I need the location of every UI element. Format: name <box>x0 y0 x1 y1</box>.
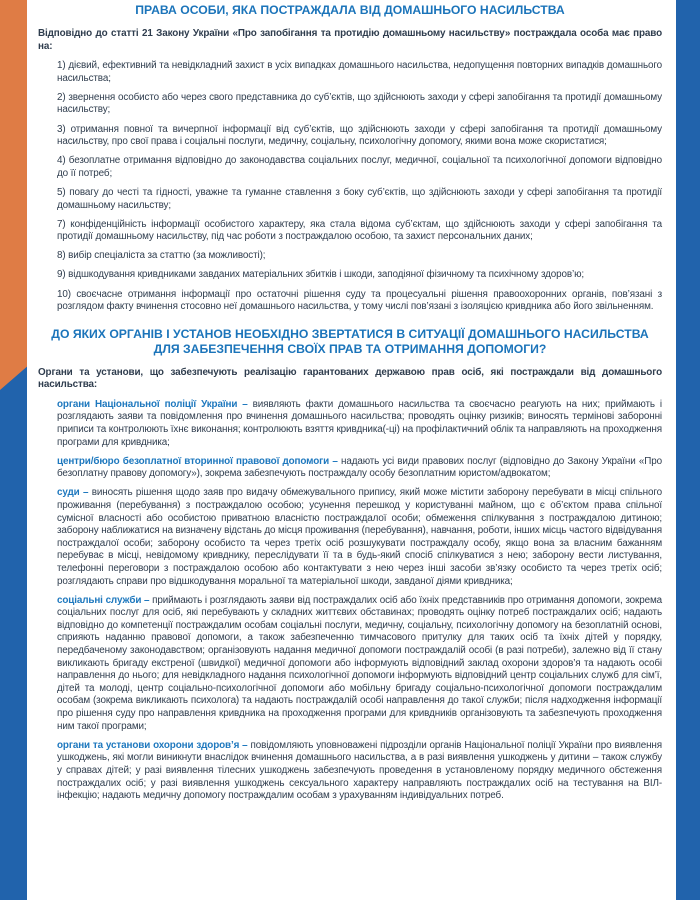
org-body-social-services: приймають і розглядають заяви від постраждалих осіб або їхніх представників про отримання допомоги, зокрема соціальних послуг для осіб, які перебувають у складних життєвих обставинах; проводять оцінку потреб постраждалих осіб; надають відповідно до компетенції постраждалим особам соціальні послуги, медичну, соціальну, психологічну допомогу на безоплатній основі, сприяють наданню правової допомоги, а також забезпеченню тимчасового притулку для таких осіб та їхніх дітей у порядку, передбаченому законодавством; організовують надання медичної допомоги постраждалій особі (в разі потреби), залежно від її стану викликають бригаду екстреної (швидкої) медичної допомоги або інформують відповідний заклад охорони здоров’я та надають особі направлення до нього; для невідкладного надання психологічної допомоги інформують відповідний центр соціальних служб для сім’ї, дітей та молоді, центр соціально-психологічної допомоги або мобільну бригаду соціально-психологічної допомоги постраждалим особам (зокрема викликають психолога) та надають постраждалій особі направлення до такої служби; після надходження інформації про рішення суду про направлення кривдника на проходження програми для кривдників організовують та забезпечують проходження ним такої програми; <box>57 594 662 732</box>
org-body-courts: виносять рішення щодо заяв про видачу обмежувального припису, який може містити заборону перебувати в місці спільного проживання (перебування) з постраждалою особою; усунення перешкод у користуванні майном, що є об’єктом права спільної сумісної власності або особистою приватною власністю постраждалої особи; обмеження спілкування з постраждалою дитиною; заборону наближатися на визначену відстань до місця проживання (перебування), навчання, роботи, інших місць частого відвідування постраждалої особи; заборону особисто та через третіх осіб розшукувати постраждалу особу, якщо вона за власним бажанням перебуває в місці, невідомому кривднику, переслідувати її та в будь-який спосіб спілкуватися з нею; заборону вести листування, телефонні переговори з постраждалою особою або контактувати з нею через інші засоби зв’язку особисто та через третіх осіб; розглядають справи про відшкодування моральної та матеріальної шкоди, завданої діями кривдника; <box>57 487 663 587</box>
org-body-legal-aid: надають усі види правових послуг (відповідно до Закону України «Про безоплатну правову допомогу»), зокрема забезпечують постраждалу особу безоплатним юристом/адвокатом; <box>57 455 663 480</box>
left-accent-orange-segment <box>0 0 27 390</box>
org-label-healthcare: органи та установи охорони здоров’я – <box>57 739 248 751</box>
right-accent-bar <box>676 0 700 900</box>
rights-item-7: 7) конфіденційність інформації особистого характеру, яка стала відома суб’єктам, що здійснюють заходи у сфері запобігання та протидії домашньому насильству, під час роботи з постраждалою особою, та захист персональних даних; <box>57 218 662 243</box>
org-item-legal-aid <box>57 456 662 481</box>
rights-item-4: 4) безоплатне отримання відповідно до законодавства соціальних послуг, медичної, соціальної та психологічної допомоги відповідно до її потреб; <box>57 155 662 179</box>
org-item-healthcare <box>57 740 662 803</box>
org-item-police <box>57 399 662 449</box>
org-label-courts: суди – <box>57 487 89 499</box>
rights-item-1: 1) дієвий, ефективний та невідкладний захист в усіх випадках домашнього насильства, недопущення повторних випадків домашнього насильства; <box>57 60 662 84</box>
org-label-police: органи Національної поліції України – <box>57 398 248 410</box>
rights-item-9: 9) відшкодування кривдниками завданих матеріальних збитків і шкоди, заподіяної фізичному та психічному здоров’ю; <box>57 269 585 281</box>
org-label-legal-aid: центри/бюро безоплатної вторинної правової допомоги – <box>57 455 338 467</box>
org-item-courts <box>57 487 662 588</box>
rights-item-5: 5) повагу до честі та гідності, уважне та гуманне ставлення з боку суб’єктів, що здійснюють заходи у сфері запобігання та протидії домашньому насильству; <box>57 186 662 211</box>
left-accent-bar <box>0 0 27 900</box>
org-body-police: виявляють факти домашнього насильства та своєчасно реагують на них; приймають і розглядають заяви та повідомлення про вчинення домашнього насильства; проводять оцінку ризиків; виносять термінові заборонні приписи та контролюють їхнє виконання; контролюють взяття кривдника(-ці) на профілактичний облік та направляють на проходження програми для кривдника; <box>57 398 662 448</box>
rights-item-3: 3) отримання повної та вичерпної інформації від суб’єктів, що здійснюють заходи у сфері запобігання та протидії домашньому насильству, про свої права і соціальні послуги, медичну, соціальну, психологічну допомогу, якими вона може скористатися; <box>57 123 662 148</box>
section2-intro: Органи та установи, що забезпечують реалізацію гарантованих державою прав осіб, які постраждали від домашнього насильства: <box>38 366 662 391</box>
section1-title: ПРАВА ОСОБИ, ЯКА ПОСТРАЖДАЛА ВІД ДОМАШНЬОГО НАСИЛЬСТВА <box>135 3 565 17</box>
document-content <box>38 3 662 809</box>
org-item-social-services <box>57 595 662 734</box>
section1-intro: Відповідно до статті 21 Закону України «Про запобігання та протидію домашньому насильству» постраждала особа має право на: <box>38 28 662 52</box>
section2-title: ДО ЯКИХ ОРГАНІВ І УСТАНОВ НЕОБХІДНО ЗВЕРТАТИСЯ В СИТУАЦІЇ ДОМАШНЬОГО НАСИЛЬСТВА ДЛЯ ЗАБЕЗПЕЧЕННЯ СВОЇХ ПРАВ ТА ОТРИМАННЯ ДОПОМОГИ? <box>51 326 649 356</box>
rights-item-10: 10) своєчасне отримання інформації про остаточні рішення суду та процесуальні рішення правоохоронних органів, пов’язані з розглядом факту вчинення стосовно неї домашнього насильства, у тому числі пов’язані з ізоляцією кривдника або його звільненням. <box>57 288 662 313</box>
org-body-healthcare: повідомляють уповноважені підрозділи органів Національної поліції України про виявлення ушкоджень, які могли виникнути внаслідок вчинення домашнього насильства, а в разі виявлення ушкоджень у дитини – також службу у справах дітей; у разі виявлення тілесних ушкоджень забезпечують проведення в установленому порядку медичного обстеження постраждалих осіб; у разі виявлення ушкоджень сексуального характеру направляють постраждалих осіб на тестування на ВІЛ-інфекцію; надають медичну допомогу постраждалим особам з урахуванням індивідуальних потреб. <box>57 739 662 802</box>
org-label-social-services: соціальні служби – <box>57 594 150 606</box>
rights-item-2: 2) звернення особисто або через свого представника до суб’єктів, що здійснюють заходи у сфері запобігання та протидії домашньому насильству; <box>57 91 662 116</box>
rights-item-8: 8) вибір спеціаліста за статтю (за можливості); <box>57 250 266 262</box>
